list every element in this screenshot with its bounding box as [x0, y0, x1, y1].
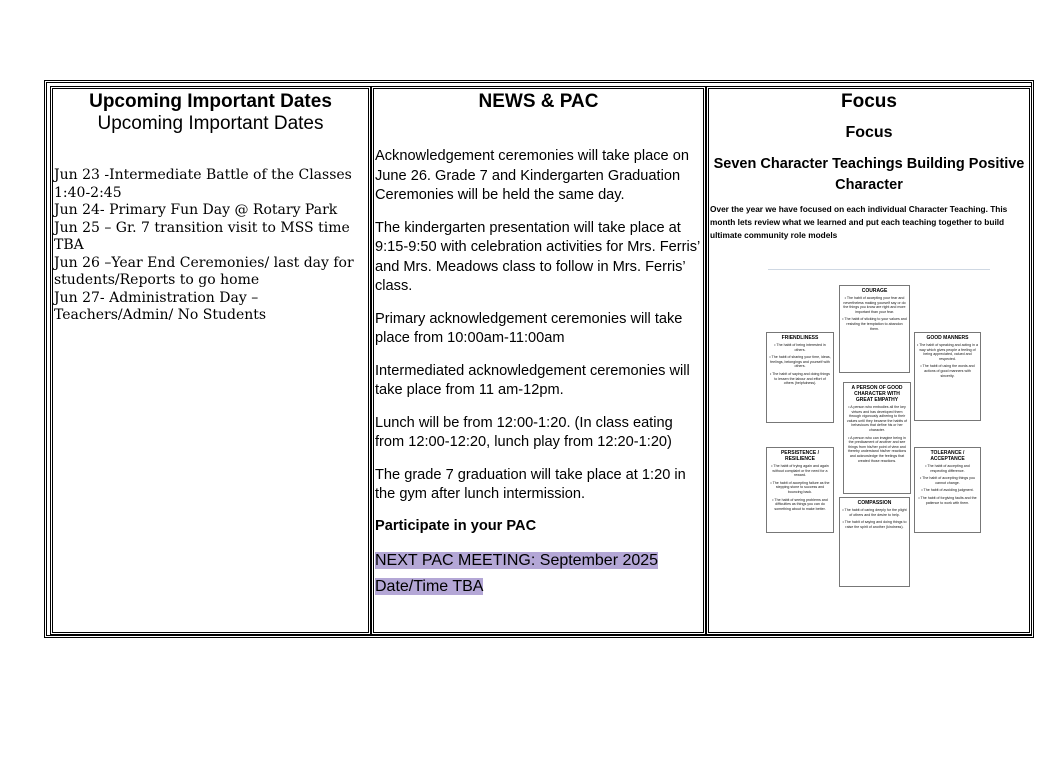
tolerance-item: • The habit of accepting and respecting difference. — [925, 464, 970, 473]
pac-meeting-date: NEXT PAC MEETING: September 2025 — [375, 552, 659, 569]
focus-intro: Over the year we have focused on each individual Character Teaching. This month lets review what we learned and put each teaching together to build ultimate community role models — [710, 204, 1008, 240]
date-item: Jun 27- Administration Day – Teachers/Admin/ No Students — [54, 289, 267, 323]
news-paragraph: Primary acknowledgement ceremonies will take place from 10:00am-11:00am — [375, 310, 683, 346]
news-paragraph: Intermediated acknowledgement ceremonies will take place from 11 am-12pm. — [375, 362, 690, 398]
tolerance-item: • The habit of avoiding judgment. — [921, 488, 974, 493]
date-item: Jun 23 -Intermediate Battle of the Classes 1:40-2:45 — [54, 167, 352, 201]
compassion-card — [839, 497, 910, 587]
news-pac-heading: NEWS & PAC — [478, 91, 599, 112]
news-paragraph: The grade 7 graduation will take place at 1:20 in the gym after lunch intermission. — [375, 466, 686, 502]
compassion-item: • The habit of caring deeply for the plight of others and the desire to help. — [842, 508, 907, 517]
persistence-item: • The habit of seeing problems and difficulties as things you can do something about to make better. — [772, 497, 828, 511]
good-manners-item: • The habit of using the words and actions of good manners with sincerity. — [920, 364, 975, 378]
tolerance-title: TOLERANCE / ACCEPTANCE — [930, 450, 965, 462]
persistence-item: • The habit of trying again and again without complaint or the need for a reward. — [771, 464, 829, 478]
news-paragraph: Lunch will be from 12:00-1:20. (In class eating from 12:00-12:20, lunch play from 12:20-1:20) — [375, 414, 673, 450]
center-character-card — [843, 382, 911, 494]
date-item: Jun 24- Primary Fun Day @ Rotary Park — [54, 202, 338, 218]
center-title: A PERSON OF GOOD CHARACTER WITH GREAT EMPATHY — [851, 385, 903, 403]
good-manners-item: • The habit of speaking and acting in a way which gives people a feeling of being appreciated, valued and respected. — [917, 343, 978, 361]
upcoming-dates-subheading: Upcoming Important Dates — [97, 113, 324, 134]
courage-title: COURAGE — [861, 288, 888, 294]
compassion-title: COMPASSION — [857, 500, 892, 506]
persistence-title: PERSISTENCE / RESILIENCE — [780, 450, 820, 462]
friendliness-title: FRIENDLINESS — [781, 335, 819, 341]
newsletter-table — [44, 80, 1034, 638]
date-item: Jun 25 – Gr. 7 transition visit to MSS time TBA — [54, 219, 350, 253]
tolerance-item: • The habit of forgiving faults and the patience to work with them. — [918, 495, 977, 505]
focus-subheading: Focus — [845, 124, 893, 141]
center-item: • A person who embodies all the key virtues and has developed them through vigorously adhering to their values until they became the habits of behaviours that define his or her character. — [846, 405, 908, 432]
news-paragraph: The kindergarten presentation will take place at 9:15-9:50 with celebration activities for Mrs. Ferris’ and Mrs. Meadows class to follow in Mrs. Ferris’ class. — [375, 219, 700, 294]
friendliness-item: • The habit of being interested in others. — [774, 343, 826, 352]
friendliness-item: • The habit of sharing your time, ideas, feelings, belongings and yourself with others. — [769, 355, 831, 369]
courage-card — [839, 285, 910, 373]
courage-item: • The habit of accepting your fear and nevertheless making yourself say or do the things you know are right and more important than your fear. — [843, 296, 906, 314]
focus-column — [706, 86, 1032, 635]
pac-meeting-time: Date/Time TBA — [375, 578, 484, 595]
upcoming-dates-column — [50, 86, 371, 635]
tolerance-item: • The habit of accepting things you cannot change. — [920, 476, 975, 485]
courage-item: • The habit of sticking to your values and resisting the temptation to abandon them. — [842, 317, 907, 331]
news-body — [374, 147, 703, 600]
dates-list — [53, 167, 368, 325]
news-paragraph: Acknowledgement ceremonies will take place on June 26. Grade 7 and Kindergarten Graduation Ceremonies will be held the same day. — [375, 148, 689, 203]
center-item: • A person who can imagine being in the predicament of another and see things from his/her point of view and thereby understand his/her reactions and acknowledge the feelings that created those reactions. — [847, 435, 907, 463]
focus-heading: Focus — [841, 91, 897, 112]
divider — [768, 269, 990, 270]
pac-title: Participate in your PAC — [375, 517, 537, 534]
date-item: Jun 26 –Year End Ceremonies/ last day for students/Reports to go home — [54, 254, 354, 288]
news-pac-column — [371, 86, 706, 635]
good-manners-card — [914, 332, 981, 421]
friendliness-card — [766, 332, 834, 423]
good-manners-title: GOOD MANNERS — [926, 335, 969, 341]
tolerance-card — [914, 447, 981, 533]
persistence-item: • The habit of accepting failure as the stepping stone to success and bouncing back. — [770, 480, 830, 494]
character-teachings-title: Seven Character Teachings Building Positive Character — [713, 156, 1025, 193]
persistence-card — [766, 447, 834, 533]
compassion-item: • The habit of saying and doing things to raise the spirit of another (kindness). — [842, 520, 907, 529]
friendliness-item: • The habit of saying and doing things to lessen the labour and effort of others (helpfulness). — [770, 371, 830, 386]
upcoming-dates-heading: Upcoming Important Dates — [89, 91, 332, 112]
